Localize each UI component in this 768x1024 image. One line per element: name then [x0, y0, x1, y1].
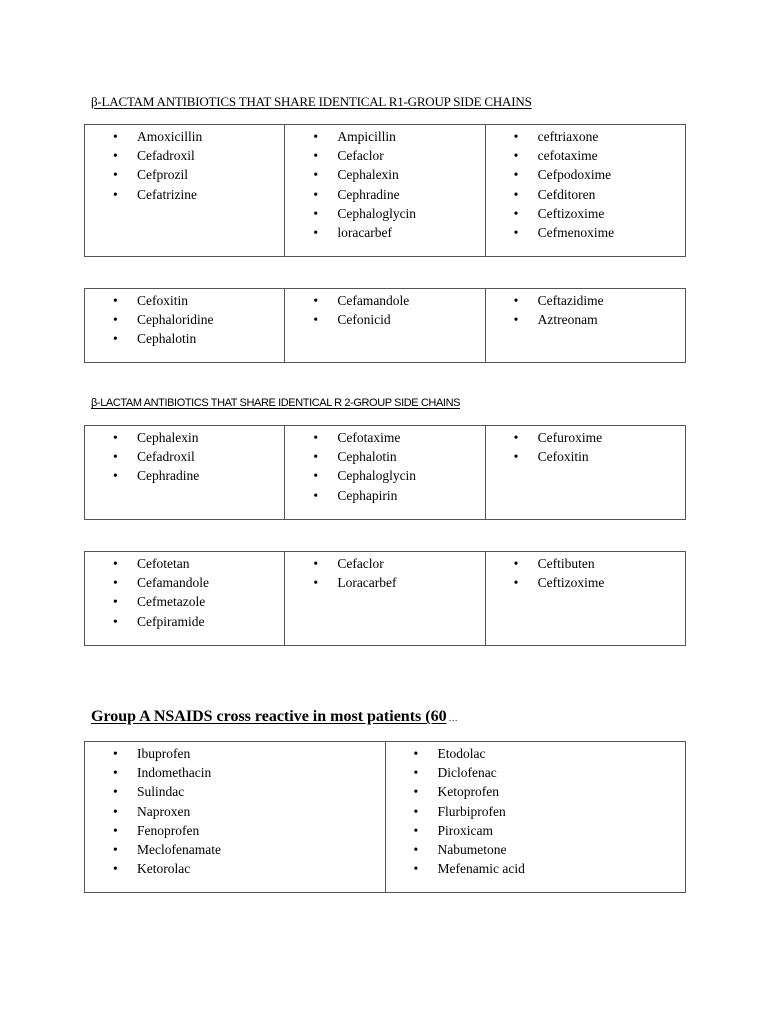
- list-item: • Naproxen: [85, 802, 385, 821]
- table-cell: [385, 742, 686, 893]
- table-cell: [85, 289, 285, 363]
- table-cell: [285, 552, 485, 646]
- list-item: • Cefditoren: [486, 185, 685, 204]
- list-item: • Cefprozil: [85, 165, 284, 184]
- drug-list: [85, 742, 385, 878]
- list-item: • Cephapirin: [285, 486, 484, 505]
- drug-list: [285, 552, 484, 592]
- list-item: • Cefoxitin: [486, 447, 685, 466]
- list-item: • Cefamandole: [285, 291, 484, 310]
- list-item: • Nabumetone: [386, 840, 686, 859]
- drug-list: [285, 125, 484, 242]
- table-cell: [485, 125, 685, 257]
- drug-list: [85, 125, 284, 204]
- list-item: • Cefaclor: [285, 554, 484, 573]
- section-heading-r2: β-LACTAM ANTIBIOTICS THAT SHARE IDENTICAL R 2-GROUP SIDE CHAINS: [91, 397, 461, 409]
- truncation-ellipsis: …: [448, 713, 458, 723]
- section-heading-nsaids: [91, 708, 458, 726]
- list-item: • Meclofenamate: [85, 840, 385, 859]
- list-item: • Cephaloridine: [85, 310, 284, 329]
- drug-list: [285, 289, 484, 329]
- drug-list: [486, 125, 685, 242]
- nsaids-table: [84, 741, 686, 893]
- drug-list: [486, 426, 685, 466]
- drug-list: [486, 289, 685, 329]
- list-item: • Fenoprofen: [85, 821, 385, 840]
- drug-list: [85, 426, 284, 486]
- list-item: • Etodolac: [386, 744, 686, 763]
- list-item: • Aztreonam: [486, 310, 685, 329]
- r2-side-chain-table-1: [84, 425, 686, 520]
- list-item: • Cephaloglycin: [285, 466, 484, 485]
- list-item: • Ceftizoxime: [486, 573, 685, 592]
- list-item: • Amoxicillin: [85, 127, 284, 146]
- list-item: • Cefadroxil: [85, 146, 284, 165]
- list-item: • Ampicillin: [285, 127, 484, 146]
- list-item: • loracarbef: [285, 223, 484, 242]
- list-item: • Ceftizoxime: [486, 204, 685, 223]
- list-item: • Ibuprofen: [85, 744, 385, 763]
- section-heading-r1: β-LACTAM ANTIBIOTICS THAT SHARE IDENTICAL R1-GROUP SIDE CHAINS: [91, 94, 532, 109]
- list-item: • Diclofenac: [386, 763, 686, 782]
- list-item: • Ketorolac: [85, 859, 385, 878]
- drug-list: [285, 426, 484, 505]
- list-item: • ceftriaxone: [486, 127, 685, 146]
- table-cell: [85, 125, 285, 257]
- table-cell: [85, 742, 386, 893]
- list-item: • Cefotaxime: [285, 428, 484, 447]
- list-item: • Cephaloglycin: [285, 204, 484, 223]
- table-cell: [285, 289, 485, 363]
- list-item: • Ceftibuten: [486, 554, 685, 573]
- list-item: • Sulindac: [85, 782, 385, 801]
- list-item: • Indomethacin: [85, 763, 385, 782]
- r1-side-chain-table-1: [84, 124, 686, 257]
- list-item: • Cephradine: [285, 185, 484, 204]
- list-item: • Cefonicid: [285, 310, 484, 329]
- list-item: • Cefotetan: [85, 554, 284, 573]
- list-item: • Ketoprofen: [386, 782, 686, 801]
- list-item: • Flurbiprofen: [386, 802, 686, 821]
- table-cell: [485, 426, 685, 520]
- table-cell: [485, 289, 685, 363]
- drug-list: [85, 552, 284, 631]
- list-item: • Cefaclor: [285, 146, 484, 165]
- table-cell: [485, 552, 685, 646]
- list-item: • Cefpodoxime: [486, 165, 685, 184]
- r1-side-chain-table-2: [84, 288, 686, 363]
- list-item: • Cefuroxime: [486, 428, 685, 447]
- list-item: • Cefadroxil: [85, 447, 284, 466]
- list-item: • Cefatrizine: [85, 185, 284, 204]
- drug-list: [85, 289, 284, 349]
- list-item: • Cephalotin: [285, 447, 484, 466]
- drug-list: [486, 552, 685, 592]
- list-item: • Cefmetazole: [85, 592, 284, 611]
- table-cell: [285, 125, 485, 257]
- list-item: • Cephalexin: [85, 428, 284, 447]
- list-item: • Cephalotin: [85, 329, 284, 348]
- list-item: • Piroxicam: [386, 821, 686, 840]
- list-item: • Cephradine: [85, 466, 284, 485]
- table-cell: [285, 426, 485, 520]
- list-item: • Cefamandole: [85, 573, 284, 592]
- drug-list: [386, 742, 686, 878]
- nsaids-heading-text: Group A NSAIDS cross reactive in most patients (60: [91, 708, 447, 725]
- r2-side-chain-table-2: [84, 551, 686, 646]
- list-item: • Ceftazidime: [486, 291, 685, 310]
- list-item: • Cefmenoxime: [486, 223, 685, 242]
- table-cell: [85, 552, 285, 646]
- list-item: • Loracarbef: [285, 573, 484, 592]
- list-item: • cefotaxime: [486, 146, 685, 165]
- list-item: • Cefpiramide: [85, 612, 284, 631]
- list-item: • Cephalexin: [285, 165, 484, 184]
- list-item: • Cefoxitin: [85, 291, 284, 310]
- list-item: • Mefenamic acid: [386, 859, 686, 878]
- table-cell: [85, 426, 285, 520]
